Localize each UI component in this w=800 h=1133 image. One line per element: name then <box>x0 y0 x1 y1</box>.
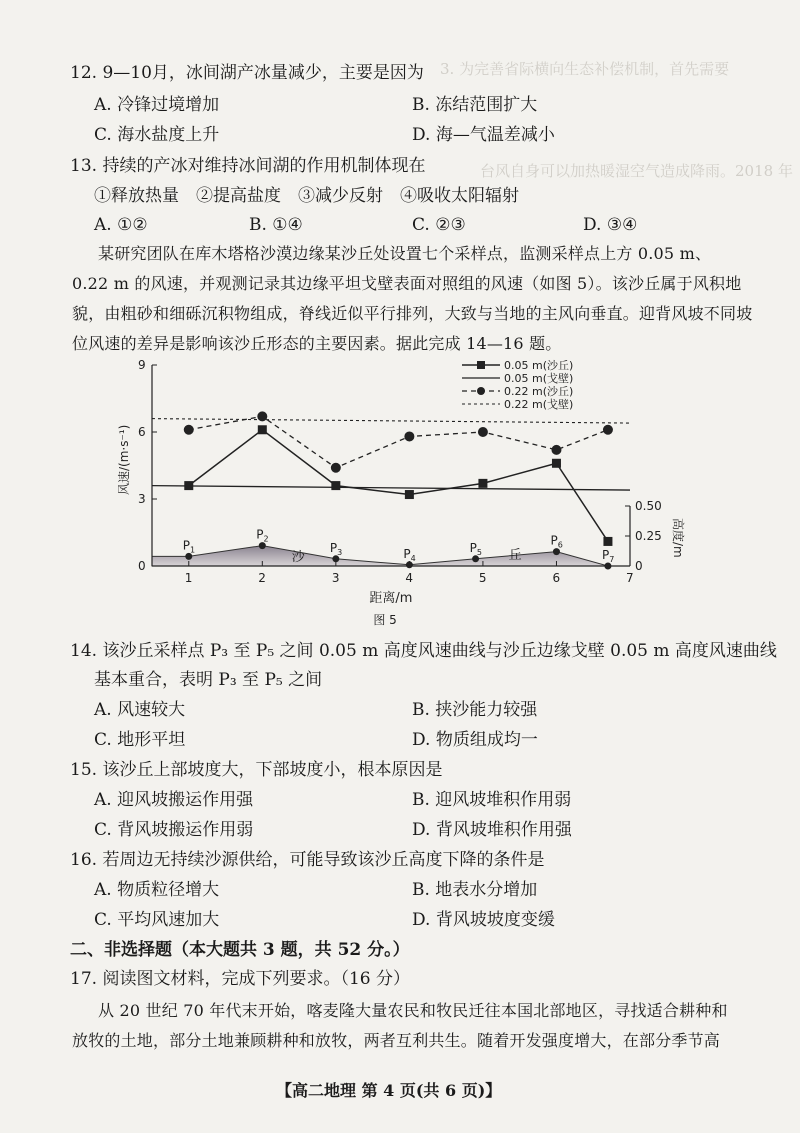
q13-option-a[interactable]: A. ①② <box>94 215 148 235</box>
q17-stem: 17. 阅读图文材料，完成下列要求。（16 分） <box>70 969 410 989</box>
intro-line: 0.22 m 的风速，并观测记录其边缘平坦戈壁表面对照组的风速（如图 5）。该沙丘属于风积地 <box>72 274 742 293</box>
x-tick-label: 4 <box>405 571 414 585</box>
legend-marker <box>477 361 485 369</box>
data-point-square <box>405 490 414 499</box>
series-line <box>189 416 608 467</box>
legend-label: 0.22 m(戈壁) <box>504 398 574 411</box>
q14-option-a[interactable]: A. 风速较大 <box>94 700 186 720</box>
legend-marker <box>477 387 485 395</box>
q14-option-b[interactable]: B. 挟沙能力较强 <box>412 700 538 720</box>
intro-line: 某研究团队在库木塔格沙漠边缘某沙丘处设置七个采样点，监测采样点上方 0.05 m、 <box>98 244 712 263</box>
profile-point-label: $P_6$ <box>550 533 563 550</box>
y-tick-label: 3 <box>138 492 146 506</box>
x-tick-label: 7 <box>626 571 634 585</box>
data-point-square <box>603 537 612 546</box>
q12-option-d[interactable]: D. 海—气温差减小 <box>412 125 555 145</box>
q14-stem: 14. 该沙丘采样点 P₃ 至 P₅ 之间 0.05 m 高度风速曲线与沙丘边缘戈壁 0.05 m 高度风速曲线 <box>70 641 777 661</box>
data-point-circle <box>478 427 488 437</box>
q14-stem-cont: 基本重合，表明 P₃ 至 P₅ 之间 <box>94 670 323 690</box>
intro-line: 貌，由粗砂和细砾沉积物组成，脊线近似平行排列，大致与当地的主风向垂直。迎背风坡不同坡 <box>72 304 753 323</box>
data-point-circle <box>551 445 561 455</box>
profile-point-label: $P_1$ <box>182 538 196 555</box>
profile-point-label: $P_2$ <box>256 527 269 544</box>
y-tick-label: 0 <box>138 559 146 573</box>
q17-text-line: 从 20 世纪 70 年代末开始，喀麦隆大量农民和牧民迁往本国北部地区，寻找适合耕种和 <box>98 1001 728 1020</box>
series-line <box>152 419 630 423</box>
q12-option-b[interactable]: B. 冻结范围扩大 <box>412 95 538 115</box>
q13-option-b[interactable]: B. ①④ <box>249 215 303 235</box>
x-tick-label: 3 <box>331 571 340 585</box>
q15-option-d[interactable]: D. 背风坡堆积作用强 <box>412 820 572 840</box>
q15-option-b[interactable]: B. 迎风坡堆积作用弱 <box>412 790 572 810</box>
y-tick-label: 6 <box>138 425 146 439</box>
y2-tick-label: 0.50 <box>635 499 662 513</box>
section-title: 二、非选择题（本大题共 3 题，共 52 分。） <box>70 940 410 960</box>
figure-caption: 图 5 <box>373 613 397 627</box>
dune-label-sha: 沙 <box>291 550 305 566</box>
q16-option-a[interactable]: A. 物质粒径增大 <box>94 880 220 900</box>
profile-point-label: $P_5$ <box>469 540 482 557</box>
data-point-circle <box>184 425 194 435</box>
x-tick-label: 6 <box>552 571 561 585</box>
legend-label: 0.05 m(戈壁) <box>504 372 574 385</box>
x-tick-label: 2 <box>258 571 266 585</box>
intro-line: 位风速的差异是影响该沙丘形态的主要因素。据此完成 14—16 题。 <box>72 334 562 353</box>
x-tick-label: 5 <box>478 571 487 585</box>
q12-option-a[interactable]: A. 冷锋过境增加 <box>94 95 220 115</box>
profile-point-label: $P_3$ <box>329 540 343 557</box>
q13-option-c[interactable]: C. ②③ <box>412 215 466 235</box>
q12-stem: 12. 9—10月，冰间湖产冰量减少，主要是因为 <box>70 63 424 83</box>
q13-items: ①释放热量 ②提高盐度 ③减少反射 ④吸收太阳辐射 <box>94 186 519 206</box>
q14-option-c[interactable]: C. 地形平坦 <box>94 730 186 750</box>
bleed-through-text: 3. 为完善省际横向生态补偿机制，首先需要 <box>440 60 730 78</box>
y2-tick-label: 0 <box>635 559 643 573</box>
data-point-circle <box>603 425 613 435</box>
series-line <box>152 486 630 490</box>
data-point-circle <box>331 463 341 473</box>
q16-option-c[interactable]: C. 平均风速加大 <box>94 910 220 930</box>
page-footer: 【高二地理 第 4 页(共 6 页)】 <box>276 1081 502 1100</box>
data-point-square <box>552 459 561 468</box>
q16-option-b[interactable]: B. 地表水分增加 <box>412 880 538 900</box>
legend-label: 0.22 m(沙丘) <box>504 385 574 398</box>
dune-label-qiu: 丘 <box>508 547 522 563</box>
y-axis-label: 风速/(m·s⁻¹) <box>117 424 131 495</box>
q17-text-line: 放牧的土地，部分土地兼顾耕种和放牧，两者互利共生。随着开发强度增大，在部分季节高 <box>72 1031 721 1050</box>
data-point-square <box>258 425 267 434</box>
bleed-through-text: 台风自身可以加热暖湿空气造成降雨。2018 年 <box>480 162 793 180</box>
y2-tick-label: 0.25 <box>635 529 662 543</box>
data-point-circle <box>404 431 414 441</box>
q12-option-c[interactable]: C. 海水盐度上升 <box>94 125 220 145</box>
data-point-square <box>331 481 340 490</box>
q16-stem: 16. 若周边无持续沙源供给，可能导致该沙丘高度下降的条件是 <box>70 850 545 870</box>
x-axis-label: 距离/m <box>369 591 413 606</box>
q15-stem: 15. 该沙丘上部坡度大，下部坡度小，根本原因是 <box>70 760 443 780</box>
data-point-square <box>478 479 487 488</box>
figure-5-chart <box>110 350 685 630</box>
profile-point-label: $P_7$ <box>601 548 615 564</box>
profile-point-label: $P_4$ <box>403 546 416 563</box>
q14-option-d[interactable]: D. 物质组成均一 <box>412 730 538 750</box>
y2-axis-label: 高度/m <box>671 518 685 558</box>
legend-label: 0.05 m(沙丘) <box>504 359 574 372</box>
x-tick-label: 1 <box>184 571 193 585</box>
y-tick-label: 9 <box>138 358 146 372</box>
q15-option-a[interactable]: A. 迎风坡搬运作用强 <box>94 790 254 810</box>
q13-stem: 13. 持续的产冰对维持冰间湖的作用机制体现在 <box>70 156 426 176</box>
q16-option-d[interactable]: D. 背风坡坡度变缓 <box>412 910 555 930</box>
q13-option-d[interactable]: D. ③④ <box>583 215 638 235</box>
q15-option-c[interactable]: C. 背风坡搬运作用弱 <box>94 820 254 840</box>
